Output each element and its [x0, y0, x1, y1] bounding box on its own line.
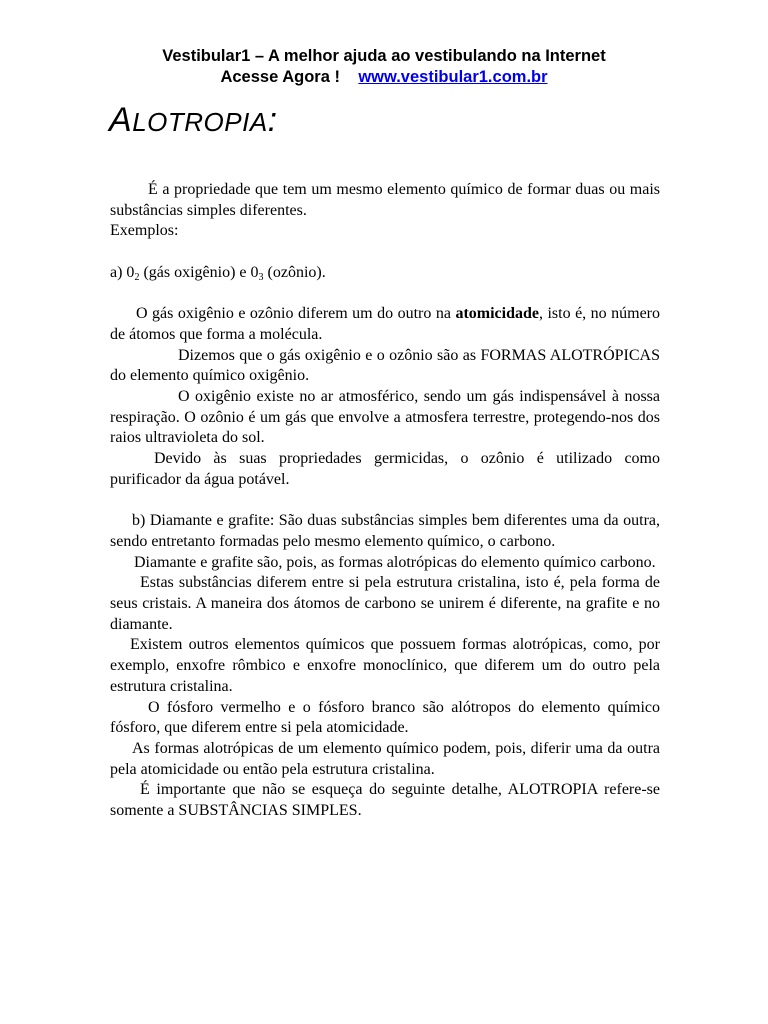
- example-a-text: a) 0: [110, 263, 135, 281]
- title-rest: LOTROPIA: [132, 107, 268, 137]
- paragraph-oxigenio: O oxigênio existe no ar atmosférico, sendo um gás indispensável à nossa respiração. O ozônio é um gás que envolve a atmosfera terrestre, protegendo-nos dos raios ultravioleta do sol.: [110, 388, 660, 447]
- paragraph-text: O gás oxigênio e ozônio diferem um do outro na: [136, 305, 456, 323]
- title-colon: :: [267, 101, 278, 139]
- paragraph-formas: Dizemos que o gás oxigênio e o ozônio são as FORMAS ALOTRÓPICAS do elemento químico oxigênio.: [110, 346, 660, 385]
- site-link[interactable]: www.vestibular1.com.br: [358, 68, 548, 86]
- title-first-letter: A: [109, 101, 133, 139]
- paragraph-substancias-simples: É importante que não se esqueça do seguinte detalhe, ALOTROPIA refere-se somente a SUBSTÂNCIAS SIMPLES.: [110, 781, 660, 820]
- header-access-line: [0, 67, 768, 88]
- paragraph-fosforo: O fósforo vermelho e o fósforo branco são alótropos do elemento químico fósforo, que diferem entre si pela atomicidade.: [110, 698, 660, 737]
- paragraph-germicidas: Devido às suas propriedades germicidas, o ozônio é utilizado como purificador da água potável.: [110, 450, 660, 488]
- paragraph-atomicidade-estrutura: As formas alotrópicas de um elemento químico podem, pois, diferir uma da outra pela atomicidade ou então pela estrutura cristalina.: [110, 739, 660, 778]
- page-title: [109, 101, 278, 139]
- header-tagline: Vestibular1 – A melhor ajuda ao vestibulando na Internet: [162, 47, 606, 65]
- example-a: [110, 263, 660, 284]
- article-body: [110, 180, 660, 822]
- example-a-text: (gás oxigênio) e 0: [139, 263, 259, 281]
- subscript-3: 3: [258, 271, 264, 283]
- site-header: [0, 46, 768, 88]
- paragraph-enxofre: Existem outros elementos químicos que possuem formas alotrópicas, como, por exemplo, enxofre rômbico e enxofre monoclínico, que diferem um do outro pela estrutura cristalina.: [110, 636, 660, 695]
- example-a-text: (ozônio).: [263, 263, 326, 281]
- bold-term: atomicidade: [455, 305, 539, 323]
- examples-label: Exemplos:: [110, 222, 179, 240]
- intro-paragraph: É a propriedade que tem um mesmo elemento químico de formar duas ou mais substâncias simples diferentes.: [110, 181, 660, 219]
- subscript-2: 2: [134, 271, 140, 283]
- paragraph-text: , isto é, no número de átomos que forma a molécula.: [110, 305, 661, 343]
- paragraph-estrutura: Estas substâncias diferem entre si pela estrutura cristalina, isto é, pela forma de seus cristais. A maneira dos átomos de carbono se unirem é diferente, na grafite e no diamante.: [110, 574, 660, 633]
- paragraph-formas-carbono: Diamante e grafite são, pois, as formas alotrópicas do elemento químico carbono.: [134, 553, 656, 571]
- header-access-label: Acesse Agora !: [220, 68, 340, 86]
- paragraph-diamante: b) Diamante e grafite: São duas substâncias simples bem diferentes uma da outra, sendo entretanto formadas pelo mesmo elemento químico, o carbono.: [110, 512, 660, 550]
- paragraph-atomicidade: [110, 304, 660, 345]
